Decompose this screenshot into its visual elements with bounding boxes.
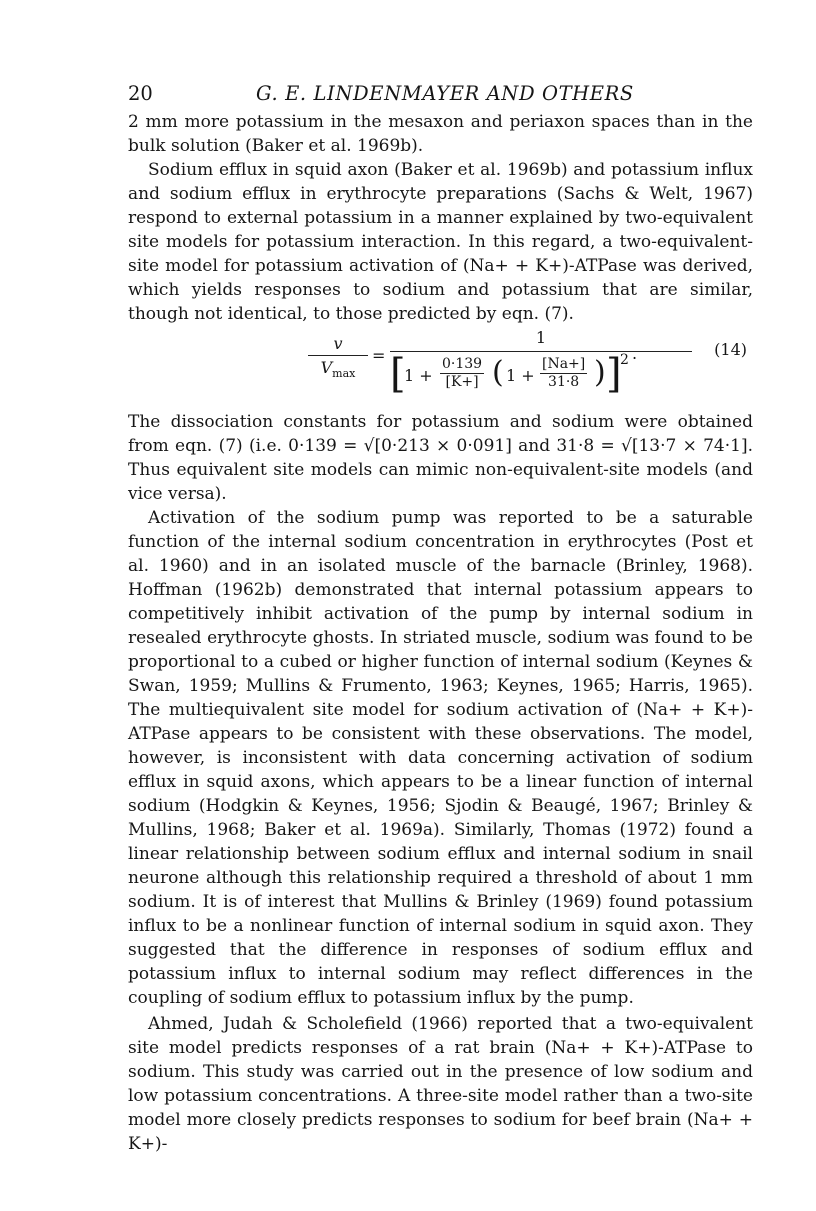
rhs-numerator: 1: [390, 328, 692, 352]
lhs-sub-max: max: [332, 367, 356, 381]
right-bracket: ]: [606, 351, 622, 397]
k-numerator: 0·139: [442, 356, 483, 372]
left-paren: (: [492, 355, 504, 390]
page: [128, 80, 753, 1156]
page-header: [128, 80, 753, 110]
na-fraction: [540, 356, 587, 390]
right-paren: ): [594, 355, 606, 390]
paragraph-1: Sodium efflux in squid axon (Baker et al. 1969b) and potassium influx and sodium efflux in erythrocyte preparations (Sachs & Welt, 1967) respond to external potassium in a manner explained by two-equivalent site models for potassium interaction. In this regard, a two-equivalent-site model for potassium activation of (Na+ + K+)-ATPase was derived, which yields responses to sodium and potassium that are similar, though not identical, to those predicted by eqn. (7).: [128, 160, 753, 324]
equation-number: (14): [714, 340, 747, 359]
lhs-denominator: [308, 356, 368, 381]
equals-sign: =: [372, 346, 386, 365]
equation-14: [128, 328, 753, 408]
paragraph-4: Ahmed, Judah & Scholefield (1966) reported that a two-equivalent site model predicts responses of a rat brain (Na+ + K+)-ATPase to sodium. This study was carried out in the presence of low sodium and low potassium concentrations. A three-site model rather than a two-site model more closely predicts responses to sodium for beef brain (Na+ + K+)-: [128, 1014, 753, 1154]
exponent: 2: [620, 352, 629, 368]
equation-lhs: [308, 334, 368, 381]
paragraph-0: 2 mm more potassium in the mesaxon and periaxon spaces than in the bulk solution (Baker et al. 1969b).: [128, 112, 753, 156]
left-bracket: [: [390, 351, 406, 397]
one-plus-a: 1 +: [404, 366, 433, 385]
one-plus-b: 1 +: [506, 366, 535, 385]
running-head: G. E. LINDENMAYER AND OTHERS: [256, 82, 634, 105]
equation-period: .: [632, 344, 638, 363]
equation-rhs: [390, 328, 715, 404]
lhs-numerator: v: [308, 334, 368, 356]
lhs-v: V: [320, 358, 333, 377]
k-denominator: [K+]: [445, 374, 479, 390]
na-numerator: [Na+]: [542, 356, 586, 372]
na-denominator: 31·8: [548, 374, 580, 390]
rhs-denominator: [390, 344, 715, 404]
k-fraction: [440, 356, 484, 390]
paragraph-3: Activation of the sodium pump was reported to be a saturable function of the internal sodium concentration in erythrocytes (Post et al. 1960) and in an isolated muscle of the barnacle (Brinley, 1968). Hoffman (1962b) demonstrated that internal potassium appears to competitively inhibit activation of the pump by internal sodium in resealed erythrocyte ghosts. In striated muscle, sodium was found to be proportional to a cubed or higher function of internal sodium (Keynes & Swan, 1959; Mullins & Frumento, 1963; Keynes, 1965; Harris, 1965). The multiequivalent site model for sodium activation of (Na+ + K+)-ATPase appears to be consistent with these observations. The model, however, is inconsistent with data concerning activation of sodium efflux in squid axons, which appears to be a linear function of internal sodium (Hodgkin & Keynes, 1956; Sjodin & Beaugé, 1967; Brinley & Mullins, 1968; Baker et al. 1969a). Similarly, Thomas (1972) found a linear relationship between sodium efflux and internal sodium in snail neurone although this relationship required a threshold of about 1 mm sodium. It is of interest that Mullins & Brinley (1969) found potassium influx to be a nonlinear function of internal sodium in squid axon. They suggested that the difference in responses of sodium efflux and potassium influx to internal sodium may reflect differences in the coupling of sodium efflux to potassium influx by the pump.: [128, 508, 753, 1008]
paragraph-2: The dissociation constants for potassium and sodium were obtained from eqn. (7) (i.e. 0·139 = √[0·213 × 0·091] and 31·8 = √[13·7 × 74·1]. Thus equivalent site models can mimic non-equivalent-site models (and vice versa).: [128, 412, 753, 504]
page-number: 20: [128, 82, 153, 105]
